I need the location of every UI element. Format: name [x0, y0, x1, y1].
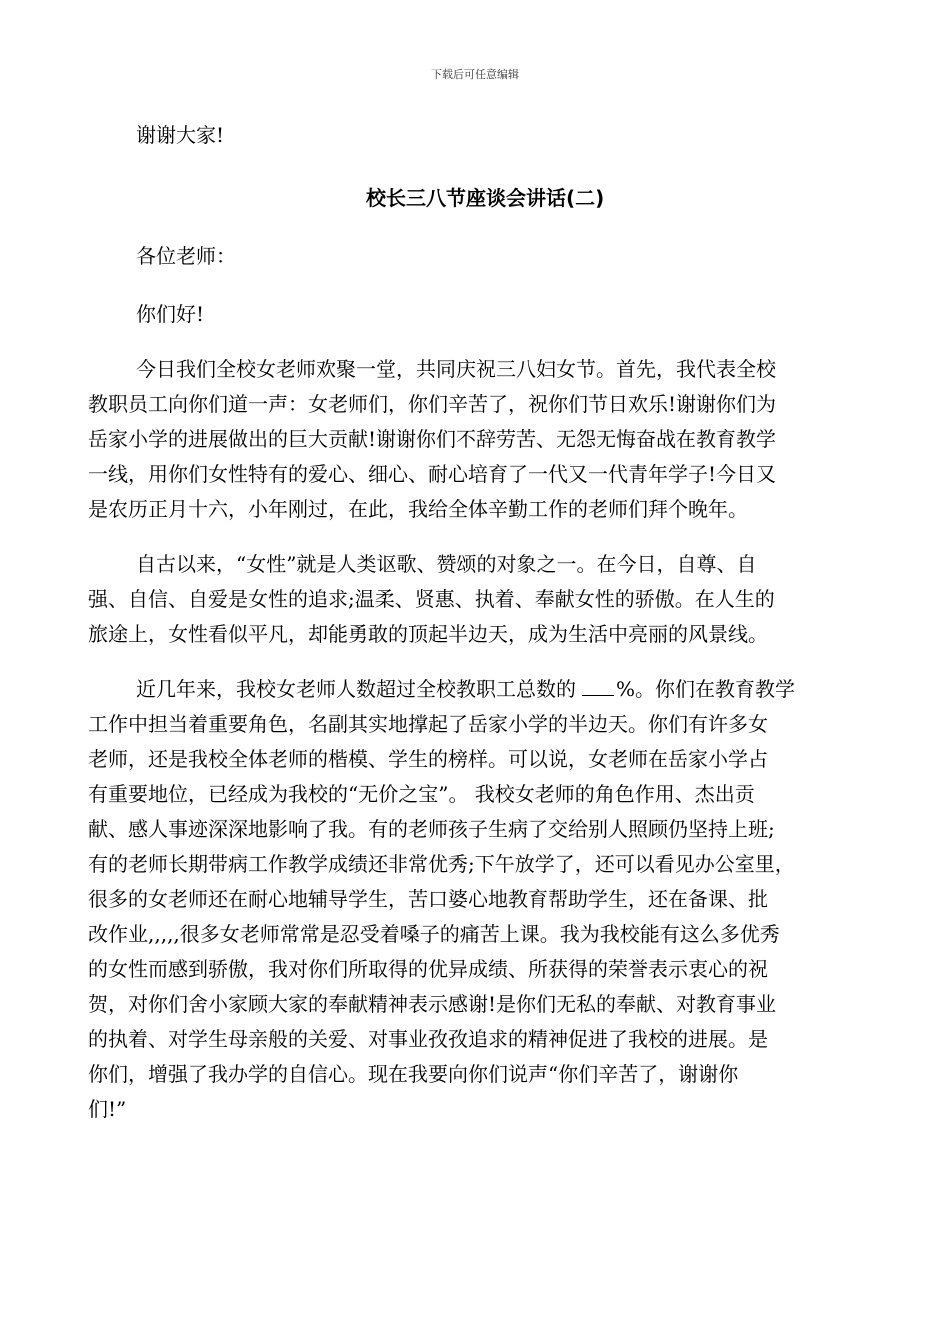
- paragraph-text: %。你们在教育教学: [616, 677, 796, 701]
- greeting: 你们好!: [136, 302, 205, 326]
- paragraph-line: 一线，用你们女性特有的爱心、细心、耐心培育了一代又一代青年学子!今日又: [88, 462, 777, 486]
- paragraph-line: 的女性而感到骄傲，我对你们所取得的优异成绩、所获得的荣誉表示衷心的祝: [88, 957, 768, 981]
- paragraph-line: 献、感人事迹深深地影响了我。有的老师孩子生病了交给别人照顾仍坚持上班;: [88, 817, 775, 841]
- paragraph-line: 教职员工向你们道一声：女老师们，你们辛苦了，祝你们节日欢乐!谢谢你们为: [88, 392, 777, 416]
- paragraph-line: 自古以来，“女性”就是人类讴歌、赞颂的对象之一。在今日，自尊、自: [136, 552, 757, 576]
- paragraph-line-with-blank: [88, 672, 865, 707]
- paragraph-line: 岳家小学的进展做出的巨大贡献!谢谢你们不辞劳苦、无怨无悔奋战在教育教学: [88, 427, 777, 451]
- fill-in-blank: [582, 679, 614, 696]
- paragraph-line: 工作中担当着重要角色，名副其实地撑起了岳家小学的半边天。你们有许多女: [88, 712, 768, 736]
- paragraph-2: [88, 547, 865, 652]
- paragraph-line: 旅途上，女性看似平凡，却能勇敢的顶起半边天，成为生活中亮丽的风景线。: [88, 622, 768, 646]
- paragraph-line: 强、自信、自爱是女性的追求;温柔、贤惠、执着、奉献女性的骄傲。在人生的: [88, 587, 775, 611]
- paragraph-3: [88, 672, 865, 1127]
- paragraph-1: [88, 352, 865, 527]
- paragraph-line: 你们，增强了我办学的自信心。现在我要向你们说声“你们辛苦了，谢谢你: [88, 1062, 739, 1086]
- paragraph-text: 近几年来，我校女老师人数超过全校教职工总数的: [136, 677, 576, 701]
- paragraph-line: 有重要地位，已经成为我校的“无价之宝”。 我校女老师的角色作用、杰出贡: [88, 782, 755, 806]
- paragraph-line: 老师，还是我校全体老师的楷模、学生的榜样。可以说，女老师在岳家小学占: [88, 747, 768, 771]
- document-title: 校长三八节座谈会讲话(二): [366, 186, 605, 210]
- document-body: [88, 118, 865, 1127]
- closing-line: 谢谢大家!: [136, 123, 225, 147]
- paragraph-line: 今日我们全校女老师欢聚一堂，共同庆祝三八妇女节。首先，我代表全校: [136, 357, 776, 381]
- paragraph-line: 是农历正月十六，小年刚过，在此，我给全体辛勤工作的老师们拜个晚年。: [88, 497, 748, 521]
- paragraph-line: 们!”: [88, 1097, 127, 1121]
- paragraph-line: 有的老师长期带病工作教学成绩还非常优秀;下午放学了，还可以看见办公室里，: [88, 852, 795, 876]
- paragraph-line: 改作业,,,,,很多女老师常常是忍受着嗓子的痛苦上课。我为我校能有这么多优秀: [88, 922, 780, 946]
- salutation: 各位老师：: [136, 244, 236, 268]
- paragraph-line: 的执着、对学生母亲般的关爱、对事业孜孜追求的精神促进了我校的进展。是: [88, 1027, 768, 1051]
- paragraph-line: 很多的女老师还在耐心地辅导学生，苦口婆心地教育帮助学生，还在备课、批: [88, 887, 768, 911]
- page-header-note: 下载后可任意编辑: [431, 68, 519, 81]
- paragraph-line: 贺，对你们舍小家顾大家的奉献精神表示感谢!是你们无私的奉献、对教育事业: [88, 992, 777, 1016]
